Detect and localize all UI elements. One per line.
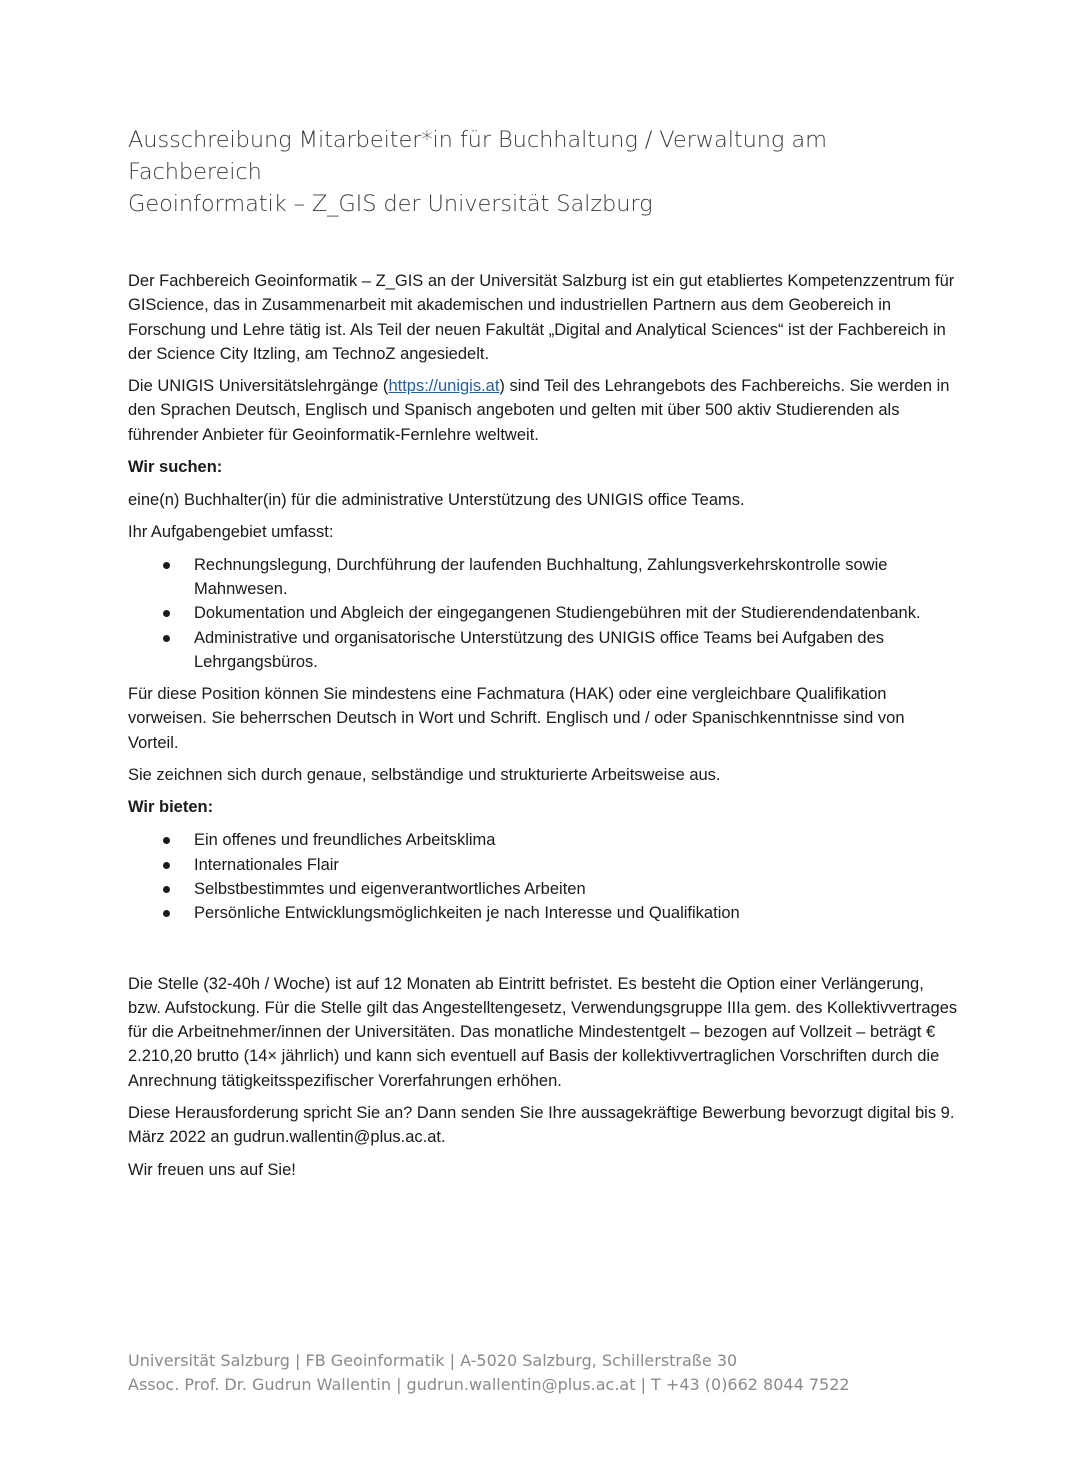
offer-text: Selbstbestimmtes und eigenverantwortliches Arbeiten bbox=[194, 879, 586, 898]
bullet-icon bbox=[163, 635, 170, 642]
search-heading: Wir suchen: bbox=[128, 458, 223, 477]
bullet-icon bbox=[163, 562, 170, 569]
offer-list bbox=[128, 828, 958, 925]
offer-text: Internationales Flair bbox=[194, 855, 339, 874]
terms-paragraph: Die Stelle (32-40h / Woche) ist auf 12 Monaten ab Eintritt befristet. Es besteht die Option einer Verlängerung, bzw. Aufstockung. Für die Stelle gilt das Angestelltengesetz, Verwendungsgruppe IIIa gem. des Kollektivvertrages für die Arbeitnehmer/innen der Universitäten. Das monatliche Mindestentgelt – bezogen auf Vollzeit – beträgt € 2.210,20 brutto (14× jährlich) und kann sich eventuell auf Basis der kollektivvertraglichen Vorschriften durch die Anrechnung tätigkeitsspezifischer Vorerfahrungen erhöhen. bbox=[128, 974, 958, 1090]
footer-contact: Assoc. Prof. Dr. Gudrun Wallentin | gudrun.wallentin@plus.ac.at | T +43 (0)662 8044 7522 bbox=[128, 1375, 850, 1394]
intro-paragraph-1: Der Fachbereich Geoinformatik – Z_GIS an der Universität Salzburg ist ein gut etabliertes Kompetenzzentrum für GIScience, das in Zusammenarbeit mit akademischen und industriellen Partnern aus dem Geobereich in Forschung und Lehre tätig ist. Als Teil der neuen Fakultät „Digital and Analytical Sciences“ ist der Fachbereich in der Science City Itzling, am TechnoZ angesiedelt. bbox=[128, 272, 955, 363]
bullet-icon bbox=[163, 610, 170, 617]
offer-heading: Wir bieten: bbox=[128, 798, 214, 817]
list-item bbox=[128, 553, 958, 602]
requirements-paragraph: Für diese Position können Sie mindestens eine Fachmatura (HAK) oder eine vergleichbare Qualifikation vorweisen. Sie beherrschen Deutsch in Wort und Schrift. Englisch und / oder Spanischkenntnisse sind von Vorteil. bbox=[128, 685, 905, 752]
list-item bbox=[128, 853, 958, 877]
list-item bbox=[128, 901, 958, 925]
application-paragraph: Diese Herausforderung spricht Sie an? Dann senden Sie Ihre aussagekräftige Bewerbung bevorzugt digital bis 9. März 2022 an gudrun.wallentin@plus.ac.at. bbox=[128, 1104, 955, 1147]
document-body bbox=[128, 124, 958, 1190]
page-title-line-1: Ausschreibung Mitarbeiter*in für Buchhaltung / Verwaltung am Fachbereich bbox=[128, 127, 827, 185]
intro-paragraph-2-end: ) sind Teil des Lehrangebots des Fachbereichs. Sie werden in den Sprachen Deutsch, Englisch und Spanisch angeboten und gelten mit über 500 aktiv Studierenden als führender Anbieter für Geoinformatik-Fernlehre weltweit. bbox=[128, 377, 950, 444]
task-text: Dokumentation und Abgleich der eingegangenen Studiengebühren mit der Studierendendatenbank. bbox=[194, 604, 921, 623]
position-description: eine(n) Buchhalter(in) für die administrative Unterstützung des UNIGIS office Teams. bbox=[128, 491, 745, 510]
signoff: Wir freuen uns auf Sie! bbox=[128, 1160, 296, 1179]
page-title-line-2: Geoinformatik – Z_GIS der Universität Salzburg bbox=[128, 191, 653, 217]
traits-paragraph: Sie zeichnen sich durch genaue, selbständige und strukturierte Arbeitsweise aus. bbox=[128, 766, 721, 785]
bullet-icon bbox=[163, 862, 170, 869]
tasks-intro: Ihr Aufgabengebiet umfasst: bbox=[128, 523, 334, 542]
footer-address: Universität Salzburg | FB Geoinformatik | A-5020 Salzburg, Schillerstraße 30 bbox=[128, 1351, 738, 1370]
intro-paragraph-2 bbox=[128, 374, 958, 447]
bullet-icon bbox=[163, 910, 170, 917]
task-text: Rechnungslegung, Durchführung der laufenden Buchhaltung, Zahlungsverkehrskontrolle sowie Mahnwesen. bbox=[194, 555, 888, 598]
offer-text: Persönliche Entwicklungsmöglichkeiten je nach Interesse und Qualifikation bbox=[194, 904, 740, 923]
page-title bbox=[128, 124, 958, 220]
offer-text: Ein offenes und freundliches Arbeitsklima bbox=[194, 831, 496, 850]
intro-paragraph-2-start: Die UNIGIS Universitätslehrgänge ( bbox=[128, 377, 389, 396]
list-item bbox=[128, 626, 958, 675]
list-item bbox=[128, 601, 958, 625]
list-item bbox=[128, 877, 958, 901]
bullet-icon bbox=[163, 837, 170, 844]
unigis-link[interactable]: https://unigis.at bbox=[388, 377, 500, 396]
footer bbox=[128, 1349, 988, 1397]
bullet-icon bbox=[163, 886, 170, 893]
list-item bbox=[128, 828, 958, 852]
tasks-list bbox=[128, 553, 958, 674]
task-text: Administrative und organisatorische Unterstützung des UNIGIS office Teams bei Aufgaben des Lehrgangsbüros. bbox=[194, 628, 885, 671]
